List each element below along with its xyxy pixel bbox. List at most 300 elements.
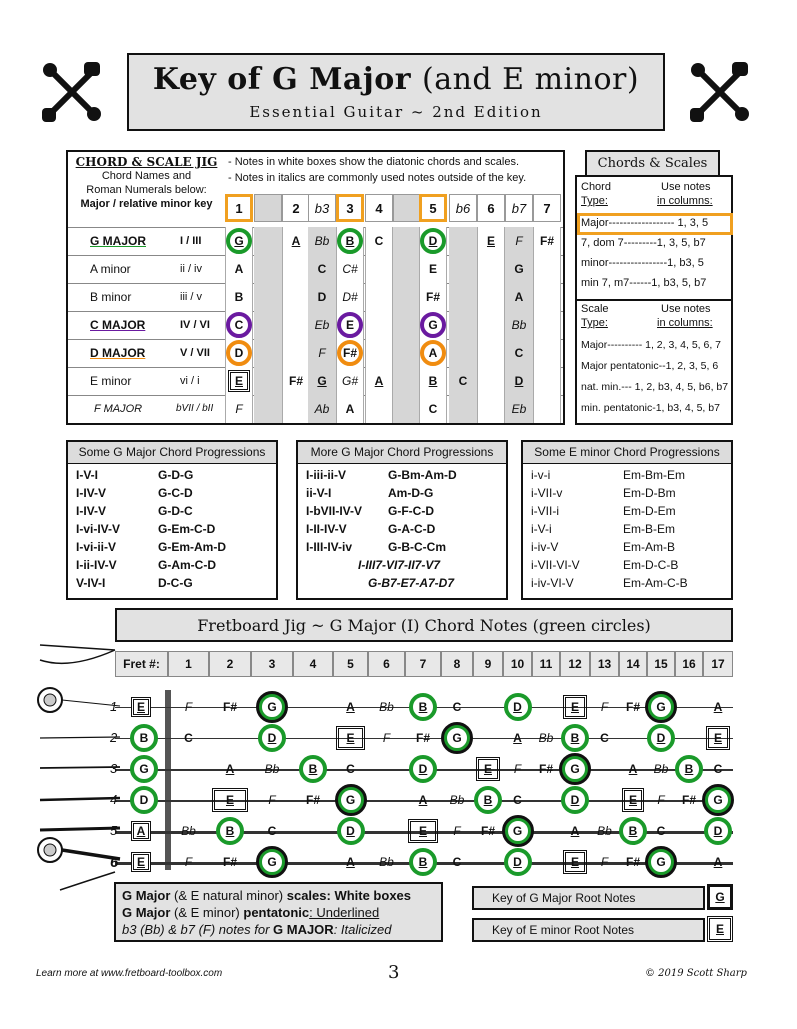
cs-divider	[577, 299, 733, 301]
crossed-guitars-icon-right	[688, 60, 752, 124]
jig-note-cell	[449, 395, 477, 423]
chord-tone-circle: G	[443, 724, 471, 752]
footer-copyright: © 2019 Scott Sharp	[645, 968, 747, 979]
jig-note-cell	[533, 395, 561, 423]
jig-note-cell	[449, 255, 477, 283]
fret-note: F#	[538, 762, 553, 776]
chord-tone-circle: F#	[337, 340, 363, 366]
jig-note: Eb	[511, 402, 527, 416]
jig-note-cell	[477, 339, 505, 367]
chord-tone-circle: B	[409, 693, 437, 721]
jig-column-header: 7	[533, 194, 561, 222]
jig-row-label	[68, 339, 225, 366]
chords-scales-title: Chords & Scales	[585, 150, 720, 176]
g-root-box-icon: G	[707, 884, 733, 910]
jig-note-cell	[365, 339, 393, 367]
fret-note: F	[600, 855, 609, 869]
jig-note-cell	[393, 395, 421, 423]
progression-numerals: I-ii-IV-V	[76, 558, 117, 572]
legend-box: G Major (& E natural minor) scales: White boxes G Major (& E minor) pentatonic: Underlined b3 (Bb) & b7 (F) notes for G MAJOR: Italicized	[114, 882, 443, 942]
scale-type-line: min. pentatonic-1, b3, 4, 5, b7	[581, 402, 720, 414]
jig-note-cell	[365, 255, 393, 283]
jig-note-cell	[254, 367, 282, 395]
progression-chords: G-B-C-Cm	[388, 540, 446, 554]
progression-numerals: I-IV-V	[76, 486, 107, 500]
fret-note: E	[560, 692, 590, 722]
jig-note: C	[458, 374, 468, 388]
fret-note: A	[418, 793, 428, 807]
jig-note: F	[515, 234, 523, 248]
chord-name: B minor	[90, 289, 132, 304]
jig-note-cell	[365, 283, 393, 311]
chord-tone-circle: B	[216, 817, 244, 845]
jig-note-cell	[449, 311, 477, 339]
fret-note: F	[382, 731, 391, 745]
chord-type-line: minor----------------1, b3, 5	[581, 257, 704, 269]
fret-note: Bb	[181, 824, 196, 838]
progression-box	[521, 440, 733, 600]
jig-note: A	[345, 402, 355, 416]
progression-chords: G-Bm-Am-D	[388, 468, 457, 482]
chord-tone-circle: B	[474, 786, 502, 814]
progression-numerals: I-bVII-IV-V	[306, 504, 363, 518]
progression-numerals: I-II-IV-V	[306, 522, 347, 536]
progression-row	[531, 576, 688, 590]
progression-chords: G-D-G	[158, 468, 194, 482]
jig-note-cell	[393, 227, 421, 255]
fret-note: F#	[305, 793, 320, 807]
jig-note-cell	[477, 311, 505, 339]
jig-note-cell	[477, 255, 505, 283]
progression-numerals: i-VII-i	[531, 504, 559, 518]
fret-note: F#	[681, 793, 696, 807]
jig-note-cell	[449, 227, 477, 255]
jig-note: A	[514, 290, 524, 304]
progression-numerals: I-III-IV-iv	[306, 540, 353, 554]
fret-note: Bb	[538, 731, 554, 745]
progression-chords: Em-Am-C-B	[623, 576, 688, 590]
chord-tone-circle: A	[420, 340, 446, 366]
jig-note: F#	[425, 290, 440, 304]
fret-number: 14	[619, 651, 647, 677]
string-number: 6	[110, 854, 119, 871]
fret-number: 16	[675, 651, 703, 677]
progression-chords: G-F-C-D	[388, 504, 434, 518]
footer-website[interactable]: Learn more at www.fretboard-toolbox.com	[36, 968, 223, 979]
fret-note: F#	[222, 700, 237, 714]
chord-name: D MAJOR	[90, 345, 146, 360]
fret-note: F#	[222, 855, 237, 869]
fret-note: C	[346, 762, 355, 776]
chord-tone-circle: D	[409, 755, 437, 783]
jig-note: F#	[539, 234, 554, 248]
progression-row	[76, 576, 193, 590]
progression-numerals: I-iii-ii-V	[306, 468, 346, 482]
open-note-box: E	[131, 697, 151, 717]
jig-note-cell	[282, 283, 310, 311]
progression-box	[296, 440, 508, 600]
fret-note: Bb	[597, 824, 612, 838]
chord-scale-jig	[66, 150, 565, 425]
roman-numeral: ii / iv	[180, 262, 202, 275]
progression-numerals: ii-V-I	[306, 486, 332, 500]
fret-note: C	[452, 700, 462, 714]
jig-column-header: 5	[419, 194, 447, 222]
jig-note: E	[486, 234, 495, 248]
jig-note-cell	[533, 367, 561, 395]
progression-chords: G-Em-Am-D	[158, 540, 226, 554]
jig-column-header	[254, 194, 282, 222]
e-root-box-icon: E	[707, 916, 733, 942]
scale-type-line: nat. min.--- 1, 2, b3, 4, 5, b6, b7	[581, 381, 729, 393]
jig-notes: - Notes in white boxes show the diatonic chords and scales. - Notes in italics are commonly used notes outside of the key.	[228, 156, 527, 184]
chord-type-line: Major------------------ 1, 3, 5	[581, 217, 709, 229]
chord-name: G MAJOR	[90, 233, 147, 248]
progression-title: Some E minor Chord Progressions	[523, 442, 731, 464]
string-number: 2	[110, 730, 118, 745]
progression-numerals: i-V-i	[531, 522, 552, 536]
fret-note: Bb	[379, 700, 394, 714]
chord-tone-circle: D	[258, 724, 286, 752]
jig-note-cell	[282, 311, 310, 339]
progression-row	[76, 486, 193, 500]
progression-numerals: V-IV-I	[76, 576, 106, 590]
fret-number: 8	[441, 651, 473, 677]
progression-chords: Am-D-G	[388, 486, 434, 500]
fret-note: C	[184, 731, 193, 745]
fretboard-title: Fretboard Jig ~ G Major (I) Chord Notes (green circles)	[115, 608, 733, 642]
jig-note-cell	[533, 311, 561, 339]
jig-column-header: b6	[449, 194, 477, 222]
progression-chords: D-C-G	[158, 576, 193, 590]
chords-scales-panel: Chord Use notes Type: in columns: Major------------------ 1, 3, 5 7, dom 7---------1, 3, 5, b7 minor----------------1, b3, 5 min 7, m7------1, b3, 5, b7 Scale Use notes Type: in columns: Major---------- 1, 2, 3, 4, 5, 6, 7 Major pentatonic--1, 2, 3, 5, 6 nat. min.--- 1, 2, b3, 4, 5, b6, b7 min. pentatonic-1, b3, 4, 5, b7	[575, 175, 733, 425]
fret-note: A	[346, 855, 355, 869]
string-number: 5	[110, 823, 118, 838]
fret-note: A	[713, 855, 723, 869]
fret-note: E	[473, 754, 503, 784]
chord-tone-circle: D	[337, 817, 365, 845]
chord-tone-circle: G	[337, 786, 365, 814]
progression-numerals: i-VII-VI-V	[531, 558, 580, 572]
progression-row	[531, 504, 676, 518]
progression-row	[531, 522, 675, 536]
jig-note-cell	[393, 367, 421, 395]
progression-chords: G-Em-C-D	[158, 522, 216, 536]
jig-note: C	[317, 262, 327, 276]
jig-note: G	[317, 374, 327, 388]
fret-note: F	[184, 700, 193, 714]
chord-tone-circle: G	[258, 693, 286, 721]
jig-note-cell	[282, 339, 310, 367]
jig-note: G#	[341, 374, 358, 388]
chord-tone-circle: D	[226, 340, 252, 366]
progression-chords: Em-D-Em	[623, 504, 676, 518]
string-number: 3	[110, 761, 118, 776]
progression-chords: Em-Bm-Em	[623, 468, 685, 482]
jig-note-cell	[477, 283, 505, 311]
crossed-guitars-icon-left	[40, 60, 104, 124]
fret-note: F#	[415, 731, 430, 745]
fret-note: A	[570, 824, 580, 838]
progression-numerals: i-iv-V	[531, 540, 559, 554]
jig-note-cell	[393, 283, 421, 311]
jig-note-cell	[533, 283, 561, 311]
jig-header: CHORD & SCALE JIG Chord Names and Roman Numerals below: Major / relative minor key	[75, 155, 218, 210]
fret-note: F#	[625, 855, 640, 869]
chord-tone-circle: D	[647, 724, 675, 752]
progression-row	[306, 504, 434, 518]
fret-note: E	[619, 785, 647, 815]
progression-row	[76, 468, 194, 482]
jig-note-cell	[477, 395, 505, 423]
progression-row	[76, 522, 216, 536]
fret-number: 6	[368, 651, 405, 677]
fret-number: 10	[503, 651, 532, 677]
progression-numerals: I-IV-V	[76, 504, 107, 518]
jig-note: E	[428, 262, 437, 276]
fret-number: 13	[590, 651, 619, 677]
progression-row	[531, 468, 685, 482]
chord-tone-circle: B	[675, 755, 703, 783]
progression-row	[306, 522, 436, 536]
jig-note-cell	[254, 339, 282, 367]
jig-note: Bb	[511, 318, 527, 332]
jig-note: F	[318, 346, 326, 360]
page-number: 3	[388, 962, 400, 983]
jig-note-cell	[282, 255, 310, 283]
fret-number: 17	[703, 651, 733, 677]
fret-note: C	[656, 824, 666, 838]
progression-row	[306, 468, 457, 482]
progression-chords: Em-D-Bm	[623, 486, 676, 500]
fret-note: Bb	[449, 793, 465, 807]
fret-number: 11	[532, 651, 560, 677]
progression-numerals: G-B7-E7-A7-D7	[368, 576, 455, 590]
progression-row	[76, 540, 226, 554]
progression-chords: Em-B-Em	[623, 522, 675, 536]
jig-note: F	[235, 402, 243, 416]
jig-note-cell	[393, 311, 421, 339]
open-string-note	[126, 847, 156, 877]
fret-note: C	[513, 793, 522, 807]
fret-number: 12	[560, 651, 590, 677]
fret-number: 7	[405, 651, 441, 677]
jig-column-header: 4	[365, 194, 393, 222]
chord-tone-circle: E	[337, 312, 363, 338]
fret-note: A	[713, 700, 723, 714]
chord-name: A minor	[90, 261, 131, 276]
jig-note: C#	[342, 262, 358, 276]
open-string-note	[126, 692, 156, 722]
progression-chords: Em-D-C-B	[623, 558, 679, 572]
jig-note-cell	[393, 255, 421, 283]
fret-note: Bb	[379, 855, 394, 869]
open-note-box: E	[131, 852, 151, 872]
chord-tone-circle: B	[337, 228, 363, 254]
string-number: 4	[110, 792, 118, 807]
jig-note-cell	[254, 283, 282, 311]
jig-note: B	[234, 290, 244, 304]
jig-note-cell	[254, 311, 282, 339]
chord-tone-circle: B	[299, 755, 327, 783]
fret-note: Bb	[653, 762, 669, 776]
jig-note: G	[514, 262, 524, 276]
fret-note: E	[333, 723, 368, 753]
progression-title: Some G Major Chord Progressions	[68, 442, 276, 464]
chord-tone-circle: G	[504, 817, 532, 845]
progression-numerals: i-iv-VI-V	[531, 576, 574, 590]
jig-note: E	[228, 370, 250, 392]
open-note-box: A	[131, 821, 152, 841]
progression-numerals: I-III7-VI7-II7-V7	[358, 558, 441, 572]
fret-label: Fret #:	[115, 651, 168, 677]
fret-note: C	[267, 824, 277, 838]
chord-type-line: 7, dom 7---------1, 3, 5, b7	[581, 237, 706, 249]
chord-tone-circle: D	[504, 848, 532, 876]
fret-note: Bb	[264, 762, 280, 776]
chord-tone-circle: G	[647, 848, 675, 876]
jig-note: F#	[288, 374, 303, 388]
jig-note: Ab	[314, 402, 330, 416]
fret-note: F#	[625, 700, 640, 714]
fret-note: C	[452, 855, 462, 869]
open-string-note: G	[130, 755, 158, 783]
chord-name: C MAJOR	[90, 317, 146, 332]
progression-row	[531, 558, 679, 572]
jig-column-header: b7	[505, 194, 533, 222]
chord-tone-circle: D	[504, 693, 532, 721]
jig-note: A	[234, 262, 244, 276]
fret-number: 4	[293, 651, 333, 677]
jig-note-cell	[533, 255, 561, 283]
progression-row	[531, 486, 676, 500]
roman-numeral: I / III	[180, 234, 202, 247]
jig-column-header: 2	[282, 194, 310, 222]
jig-note: A	[291, 234, 301, 248]
fret-note: F	[184, 855, 193, 869]
scale-type-line: Major---------- 1, 2, 3, 4, 5, 6, 7	[581, 339, 722, 351]
progression-chords: G-Am-C-D	[158, 558, 216, 572]
chord-tone-circle: G	[647, 693, 675, 721]
chord-tone-circle: G	[226, 228, 252, 254]
progression-row	[306, 486, 434, 500]
fret-note: E	[209, 785, 251, 815]
jig-note-cell	[449, 283, 477, 311]
fret-note: F#	[480, 824, 495, 838]
fret-note: A	[225, 762, 235, 776]
fret-number: 5	[333, 651, 368, 677]
jig-column-header: b3	[308, 194, 336, 222]
jig-note: A	[374, 374, 384, 388]
chord-tone-circle: D	[420, 228, 446, 254]
jig-note-cell	[533, 339, 561, 367]
open-string-note	[126, 816, 156, 846]
fret-note: F	[657, 793, 665, 807]
jig-note-cell	[254, 255, 282, 283]
jig-row-label	[68, 255, 225, 282]
progression-row	[306, 540, 446, 554]
jig-row-label	[68, 395, 225, 422]
open-string-note: D	[130, 786, 158, 814]
fret-number: 3	[251, 651, 293, 677]
jig-note-cell	[254, 395, 282, 423]
jig-note-cell	[477, 367, 505, 395]
jig-note-cell	[254, 227, 282, 255]
progression-numerals: I-V-I	[76, 468, 99, 482]
jig-note: D	[317, 290, 327, 304]
fret-note: F	[513, 762, 522, 776]
chord-tone-circle: G	[258, 848, 286, 876]
jig-note: C	[514, 346, 524, 360]
chord-tone-circle: C	[226, 312, 252, 338]
fret-note: A	[346, 700, 355, 714]
chord-tone-circle: G	[420, 312, 446, 338]
fret-number: 9	[473, 651, 503, 677]
roman-numeral: V / VII	[180, 346, 210, 359]
jig-row-label	[68, 283, 225, 310]
progression-chords: G-D-C	[158, 504, 193, 518]
jig-note: C	[374, 234, 384, 248]
fret-number: 2	[209, 651, 251, 677]
progression-chords: G-C-D	[158, 486, 193, 500]
jig-column-header	[393, 194, 421, 222]
chord-tone-circle: G	[704, 786, 732, 814]
jig-note: C	[428, 402, 438, 416]
progression-row	[76, 504, 193, 518]
chord-tone-circle: D	[704, 817, 732, 845]
jig-column-header: 1	[225, 194, 253, 222]
progression-numerals: I-vi-IV-V	[76, 522, 121, 536]
jig-note: Eb	[314, 318, 330, 332]
roman-numeral: iii / v	[180, 290, 202, 303]
fret-note: A	[513, 731, 522, 745]
string-number: 1	[110, 699, 118, 714]
page-title: Key of G Major (and E minor)	[152, 62, 640, 97]
roman-numeral: bVII / bII	[176, 403, 214, 414]
chord-tone-circle: D	[561, 786, 589, 814]
chord-name: F MAJOR	[94, 402, 143, 415]
progression-chords: Em-Am-B	[623, 540, 675, 554]
chord-tone-circle: G	[561, 755, 589, 783]
jig-note: B	[428, 374, 438, 388]
fret-note: E	[560, 847, 590, 877]
jig-note-cell	[365, 395, 393, 423]
fret-note: C	[713, 762, 723, 776]
jig-note-cell	[282, 395, 310, 423]
progression-numerals: i-v-i	[531, 468, 551, 482]
progression-row	[76, 558, 216, 572]
page-subtitle: Essential Guitar ~ 2nd Edition	[249, 103, 543, 121]
jig-column-header: 6	[477, 194, 505, 222]
legend-e-root: Key of E minor Root Notes E	[472, 918, 705, 942]
fret-note: A	[628, 762, 638, 776]
fret-note: E	[405, 816, 441, 846]
fret-note: F	[600, 700, 609, 714]
page-title-box	[127, 53, 665, 131]
chord-tone-circle: B	[409, 848, 437, 876]
jig-column-header: 3	[336, 194, 364, 222]
progression-box	[66, 440, 278, 600]
fret-note: F	[453, 824, 461, 838]
roman-numeral: IV / VI	[180, 318, 210, 331]
jig-row-label	[68, 367, 225, 394]
chord-type-line: min 7, m7------1, b3, 5, b7	[581, 277, 707, 289]
jig-note: D	[514, 374, 524, 388]
jig-note-cell	[365, 311, 393, 339]
chord-tone-circle: B	[619, 817, 647, 845]
fret-number: 15	[647, 651, 675, 677]
progression-chords: G-A-C-D	[388, 522, 436, 536]
